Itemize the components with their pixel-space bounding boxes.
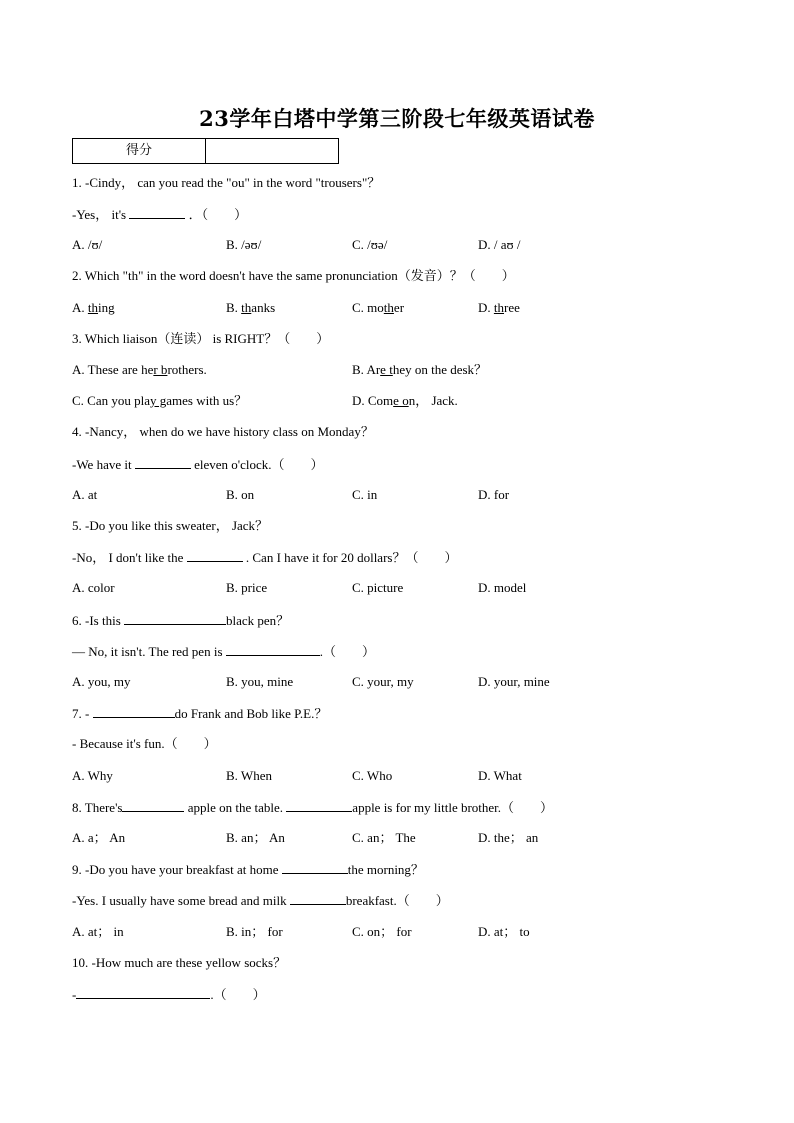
q1-answer-suffix: ．（ ） bbox=[188, 207, 248, 222]
option-d[interactable]: D. / aʊ / bbox=[478, 237, 521, 252]
option-b[interactable]: B. Are they on the desk？ bbox=[352, 362, 488, 377]
option-a[interactable]: A. at； in bbox=[72, 924, 124, 939]
option-c[interactable]: C. an； The bbox=[352, 830, 416, 845]
option-a[interactable]: A. These are her brothers. bbox=[72, 362, 207, 377]
score-value-cell[interactable] bbox=[206, 139, 339, 164]
option-a[interactable]: A. thing bbox=[72, 300, 115, 315]
answer-blank[interactable] bbox=[187, 549, 243, 562]
option-c[interactable]: C. Can you play games with us？ bbox=[72, 393, 248, 408]
answer-blank[interactable] bbox=[226, 643, 320, 656]
option-d[interactable]: D. the； an bbox=[478, 830, 539, 845]
answer-blank[interactable] bbox=[76, 986, 210, 999]
option-c[interactable]: C. in bbox=[352, 487, 378, 502]
answer-blank[interactable] bbox=[135, 456, 191, 469]
option-b[interactable]: B. thanks bbox=[226, 300, 276, 315]
option-d[interactable]: D. at； to bbox=[478, 924, 530, 939]
question-5-line2: -No， I don't like the . Can I have it for 20 dollars？（ ） bbox=[72, 550, 458, 565]
option-c[interactable]: C. mother bbox=[352, 300, 405, 315]
option-a[interactable]: A. a； An bbox=[72, 830, 126, 845]
option-a[interactable]: A. color bbox=[72, 580, 115, 595]
option-a[interactable]: A. /ʊ/ bbox=[72, 237, 103, 252]
option-d[interactable]: D. What bbox=[478, 768, 522, 783]
question-2-text: 2. Which "th" in the word doesn't have the same pronunciation（发音）？（ ） bbox=[72, 268, 515, 283]
question-9-text: 9. -Do you have your breakfast at home the morning？ bbox=[72, 862, 424, 877]
option-b[interactable]: B. you, mine bbox=[226, 674, 294, 689]
option-d[interactable]: D. three bbox=[478, 300, 520, 315]
answer-blank[interactable] bbox=[286, 799, 352, 812]
question-6-line2: — No, it isn't. The red pen is .（ ） bbox=[72, 644, 376, 659]
question-7-line2: - Because it's fun.（ ） bbox=[72, 736, 217, 751]
option-c[interactable]: C. your, my bbox=[352, 674, 414, 689]
question-3-text: 3. Which liaison（连读） is RIGHT？（ ） bbox=[72, 331, 330, 346]
question-10-line2: - .（ ） bbox=[72, 987, 266, 1002]
score-label: 得分 bbox=[73, 139, 206, 164]
option-b[interactable]: B. /əʊ/ bbox=[226, 237, 262, 252]
option-b[interactable]: B. on bbox=[226, 487, 255, 502]
option-d[interactable]: D. your, mine bbox=[478, 674, 550, 689]
answer-blank[interactable] bbox=[124, 612, 226, 625]
option-a[interactable]: A. at bbox=[72, 487, 98, 502]
question-1-text: 1. -Cindy， can you read the "ou" in the word "trousers"？ bbox=[72, 175, 381, 190]
question-10-text: 10. -How much are these yellow socks？ bbox=[72, 955, 287, 970]
option-b[interactable]: B. When bbox=[226, 768, 272, 783]
question-9-line2: -Yes. I usually have some bread and milk breakfast.（ ） bbox=[72, 893, 449, 908]
option-d[interactable]: D. for bbox=[478, 487, 510, 502]
option-a[interactable]: A. you, my bbox=[72, 674, 131, 689]
option-c[interactable]: C. picture bbox=[352, 580, 404, 595]
option-c[interactable]: C. on； for bbox=[352, 924, 412, 939]
question-4-line2: -We have it eleven o'clock.（ ） bbox=[72, 457, 324, 472]
question-5-text: 5. -Do you like this sweater， Jack？ bbox=[72, 518, 269, 533]
answer-blank[interactable] bbox=[93, 705, 175, 718]
option-b[interactable]: B. in； for bbox=[226, 924, 283, 939]
option-c[interactable]: C. /ʊə/ bbox=[352, 237, 388, 252]
question-1-line2 bbox=[72, 206, 247, 223]
question-8-text: 8. There's apple on the table. apple is for my little brother.（ ） bbox=[72, 800, 554, 815]
option-b[interactable]: B. an； An bbox=[226, 830, 285, 845]
exam-title: 23学年白塔中学第三阶段七年级英语试卷 bbox=[199, 106, 595, 131]
question-4-text: 4. -Nancy， when do we have history class on Monday？ bbox=[72, 424, 374, 439]
answer-blank[interactable] bbox=[290, 892, 346, 905]
answer-blank[interactable] bbox=[122, 799, 184, 812]
score-table bbox=[72, 138, 339, 164]
option-b[interactable]: B. price bbox=[226, 580, 268, 595]
answer-blank[interactable] bbox=[282, 861, 348, 874]
option-c[interactable]: C. Who bbox=[352, 768, 393, 783]
question-7-text: 7. - do Frank and Bob like P.E.？ bbox=[72, 706, 328, 721]
option-a[interactable]: A. Why bbox=[72, 768, 113, 783]
answer-blank[interactable] bbox=[129, 206, 185, 219]
option-d[interactable]: D. Come on， Jack. bbox=[352, 393, 458, 408]
q1-answer-prefix: -Yes， it's bbox=[72, 207, 127, 222]
option-d[interactable]: D. model bbox=[478, 580, 527, 595]
question-6-text: 6. -Is this black pen？ bbox=[72, 613, 290, 628]
